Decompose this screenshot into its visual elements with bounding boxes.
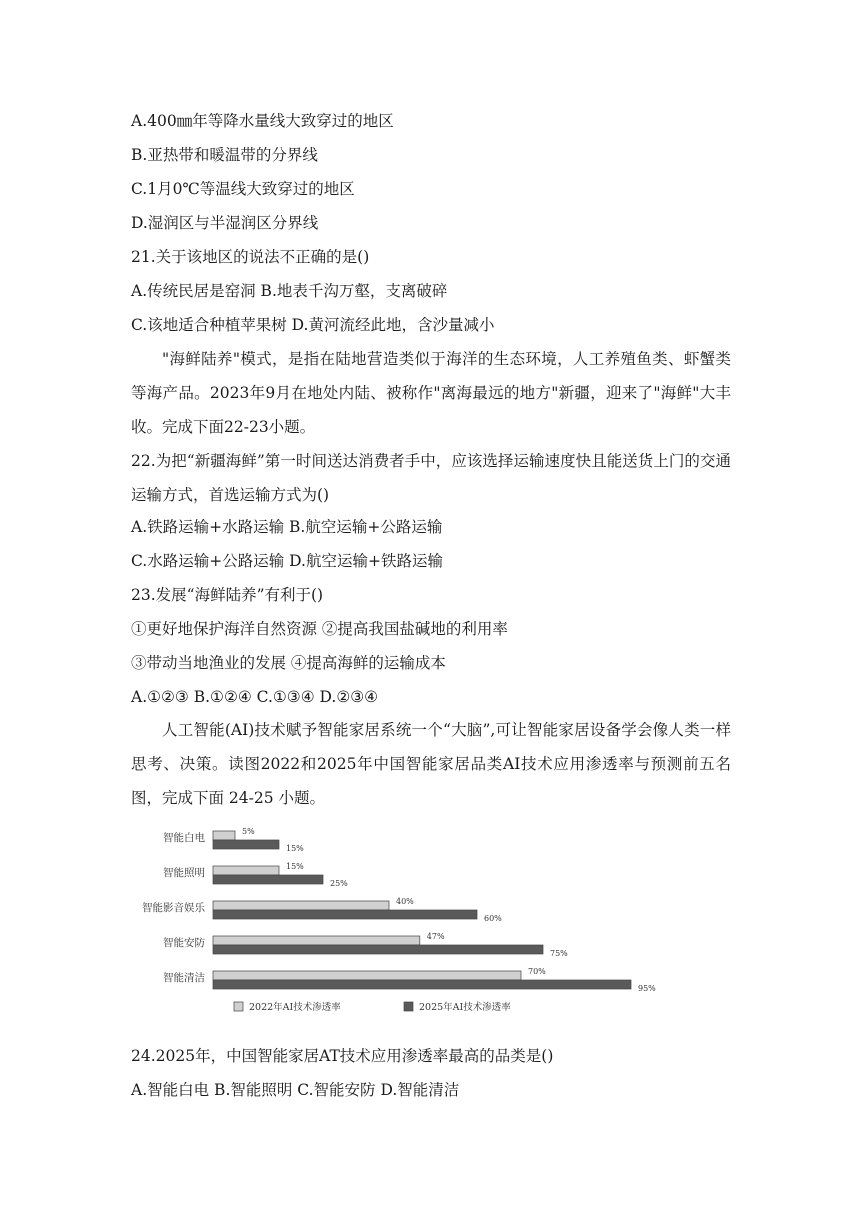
- data-label-2025-white-goods: 15%: [286, 844, 304, 853]
- bar-2025-security: [213, 945, 543, 954]
- bar-2025-av-entertainment: [213, 910, 477, 919]
- category-label-av-entertainment: 智能影音娱乐: [142, 902, 205, 914]
- data-label-2022-security: 47%: [426, 932, 445, 941]
- category-label-security: 智能安防: [163, 937, 205, 949]
- legend-swatch-2022: [234, 1002, 243, 1011]
- data-label-2025-av-entertainment: 60%: [484, 914, 502, 923]
- passage-ai-text: 人工智能(AI)技术赋予智能家居系统一个“大脑”,可让智能家居设备学会像人类一样思考、决策。读图2022和2025年中国智能家居品类AI技术应用渗透率与预测前五名图，完成下面 24-25 小题。: [131, 721, 731, 807]
- q24-stem: 24.2025年，中国智能家居AT技术应用渗透率最高的品类是(): [131, 1047, 554, 1065]
- data-label-2022-cleaning: 70%: [528, 967, 546, 976]
- q21-options-line1: A.传统民居是窑洞 B.地表千沟万壑，支离破碎: [131, 282, 448, 300]
- data-label-2025-cleaning: 95%: [638, 984, 656, 993]
- legend-label-2022: 2022年AI技术渗透率: [249, 1002, 341, 1013]
- passage-seafood-text: "海鲜陆养"模式，是指在陆地营造类似于海洋的生态环境，人工养殖鱼类、虾蟹类等海产品。2023年9月在地处内陆、被称作"离海最远的地方"新疆，迎来了"海鲜"大丰收。完成下面22-23小题。: [131, 350, 731, 436]
- bar-2022-cleaning: [213, 971, 521, 980]
- q20-option-b: B.亚热带和暖温带的分界线: [131, 146, 318, 164]
- bar-2022-white-goods: [213, 831, 235, 840]
- q22-stem: 22.为把“新疆海鲜”第一时间送达消费者手中，应该选择运输速度快且能送货上门的交通运输方式，首选运输方式为(): [131, 452, 731, 504]
- bar-2025-lighting: [213, 875, 323, 884]
- q23-items-line1: ①更好地保护海洋自然资源 ②提高我国盐碱地的利用率: [131, 620, 508, 638]
- q21-stem: 21.关于该地区的说法不正确的是(): [131, 248, 370, 266]
- q24-options: A.智能白电 B.智能照明 C.智能安防 D.智能清洁: [131, 1081, 460, 1099]
- q20-option-c: C.1月0℃等温线大致穿过的地区: [131, 180, 355, 198]
- q21-options-line2: C.该地适合种植苹果树 D.黄河流经此地，含沙量减小: [131, 316, 495, 334]
- bar-2025-cleaning: [213, 980, 631, 989]
- q22-options-line2: C.水路运输+公路运输 D.航空运输+铁路运输: [131, 552, 443, 570]
- q23-options: A.①②③ B.①②④ C.①③④ D.②③④: [131, 688, 379, 706]
- q20-option-a: A.400㎜年等降水量线大致穿过的地区: [131, 112, 394, 130]
- q22-options-line1: A.铁路运输+水路运输 B.航空运输+公路运输: [131, 518, 443, 536]
- legend-swatch-2025: [404, 1002, 413, 1011]
- q22-stem-block: [131, 444, 731, 512]
- q23-stem: 23.发展“海鲜陆养”有利于(): [131, 586, 324, 604]
- category-label-cleaning: 智能清洁: [163, 972, 205, 984]
- data-label-2022-white-goods: 5%: [242, 827, 255, 836]
- bar-2022-lighting: [213, 866, 279, 875]
- ai-penetration-chart-svg: [131, 826, 671, 1026]
- legend-label-2025: 2025年AI技术渗透率: [419, 1002, 511, 1013]
- ai-penetration-chart: [131, 826, 671, 1026]
- passage-seafood: [131, 342, 731, 444]
- q20-option-d: D.湿润区与半湿润区分界线: [131, 214, 319, 232]
- bar-2022-av-entertainment: [213, 901, 389, 910]
- bar-2025-white-goods: [213, 840, 279, 849]
- category-label-white-goods: 智能白电: [163, 832, 205, 844]
- data-label-2022-av-entertainment: 40%: [396, 897, 414, 906]
- category-label-lighting: 智能照明: [163, 867, 205, 879]
- data-label-2025-security: 75%: [550, 949, 568, 958]
- passage-ai: [131, 713, 731, 815]
- q23-items-line2: ③带动当地渔业的发展 ④提高海鲜的运输成本: [131, 654, 446, 672]
- data-label-2025-lighting: 25%: [330, 879, 348, 888]
- bar-2022-security: [213, 936, 420, 945]
- data-label-2022-lighting: 15%: [286, 862, 304, 871]
